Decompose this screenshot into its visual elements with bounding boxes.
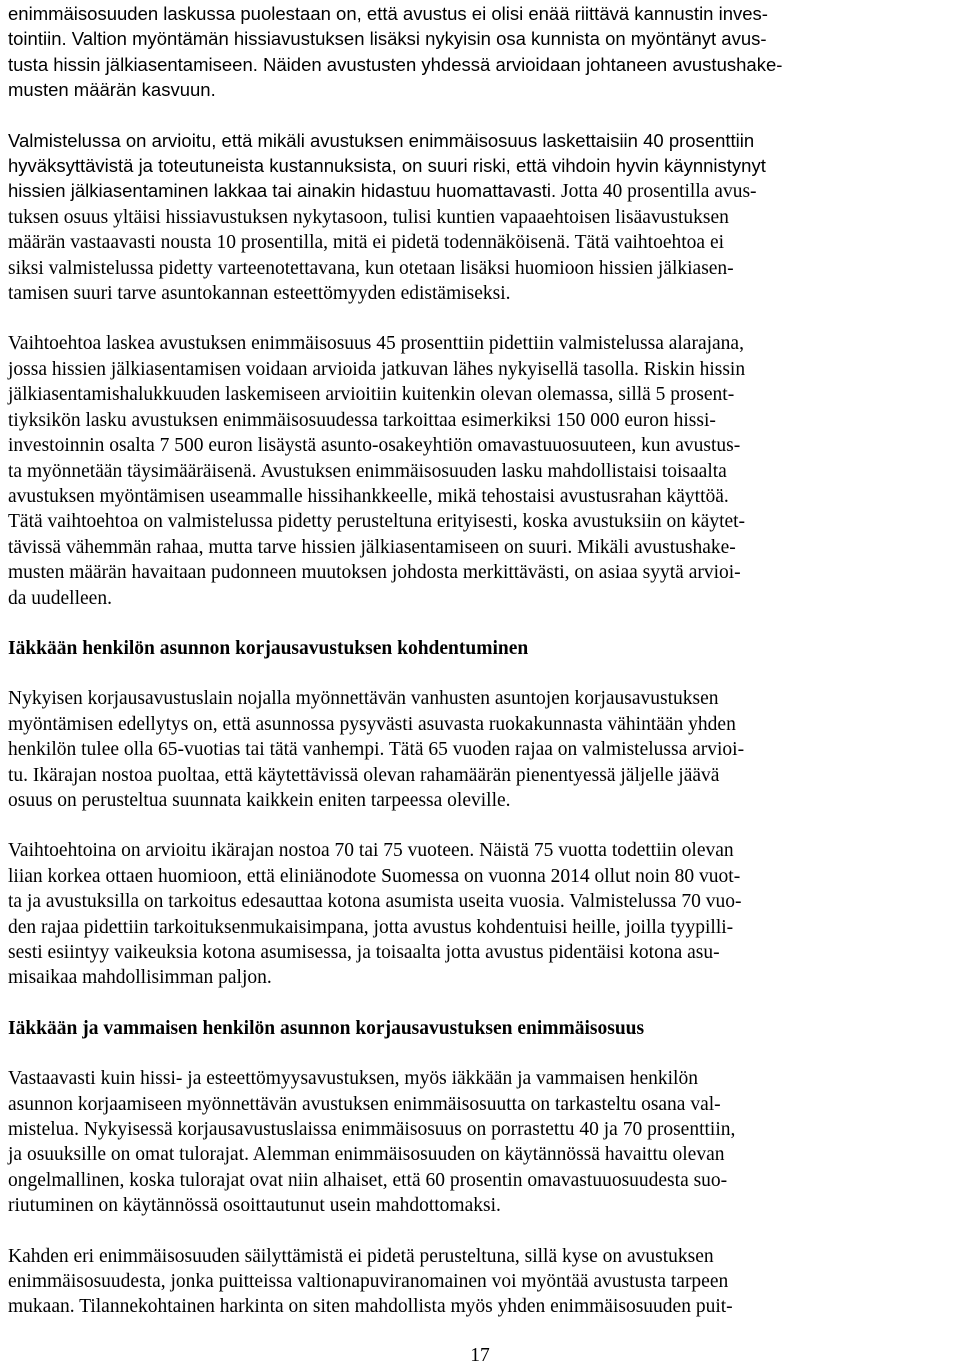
text-line: riutuminen on käytännössä osoittautunut usein mahdottomaksi. [8, 1195, 501, 1217]
paragraph-spacer [8, 611, 952, 636]
text-line: ongelmallinen, koska tulorajat ovat niin alhaiset, että 60 prosentin omavastuuosuudesta suo- [8, 1169, 728, 1191]
text-line: hyväksyttävistä ja toteutuneista kustannuksista, on suuri riski, että vihdoin hyvin käynnistynyt [8, 155, 766, 177]
text-line: jälkiasentamishalukkuuden laskemiseen arvioitiin kuitenkin olevan olemassa, sillä 5 prosent- [8, 384, 735, 406]
text-line: tointiin. Valtion myöntämän hissiavustuksen lisäksi nykyisin osa kunnista on myöntänyt avus- [8, 28, 767, 50]
text-line: sesti esiintyy vaikeuksia kotona asumisessa, ja toisaalta jotta avustus pidentäisi kotona asu- [8, 942, 720, 963]
text-line: tusta hissin jälkiasentamiseen. Näiden avustusten yhdessä arvioidaan johtaneen avustushake- [8, 53, 783, 75]
paragraph-spacer [8, 661, 952, 686]
text-line: musten määrän kasvuun. [8, 79, 216, 101]
text-line: mukaan. Tilannekohtainen harkinta on siten mahdollista myös yhden enimmäisosuuden puit- [8, 1296, 733, 1318]
text-line: tävissä vähemmän rahaa, mutta tarve hissien jälkiasentamiseen on suuri. Mikäli avustushake- [8, 536, 736, 558]
text-line: ja osuuksille on omat tulorajat. Alemman enimmäisosuuden on käytännössä havaittu olevan [8, 1144, 725, 1166]
text-line: tu. Ikärajan nostoa puoltaa, että käytettävissä olevan rahamäärän pienentyessä jäljelle jäävä [8, 764, 720, 786]
text-line: misaikaa mahdollisimman paljon. [8, 967, 272, 989]
section-heading-age-limit: Iäkkään henkilön asunnon korjausavustuksen kohdentuminen [8, 637, 529, 659]
text-line: tiyksikön lasku avustuksen enimmäisosuudessa tarkoittaa esimerkiksi 150 000 euron hissi- [8, 409, 716, 431]
text-line: enimmäisosuuden laskussa puolestaan on, että avustus ei olisi enää riittävä kannustin inves- [8, 3, 768, 24]
text-line: tuksen osuus yltäisi hissiavustuksen nykytasoon, tulisi kuntien vapaaehtoisen lisäavustuksen [8, 206, 729, 228]
paragraph-40-percent [8, 128, 952, 307]
paragraph-spacer [8, 991, 952, 1016]
document-page [8, 0, 952, 1320]
text-line: Vaihtoehtoa laskea avustuksen enimmäisosuus 45 prosenttiin pidettiin valmistelussa alarajana, [8, 333, 744, 355]
text-line-mixed [8, 178, 952, 204]
text-fragment: hissien jälkiasentaminen lakkaa tai ainakin hidastuu huomattavasti. [8, 180, 557, 202]
text-line: ta ja avustuksilla on tarkoitus edesauttaa kotona asumista useita vuosia. Valmistelussa 70 vuo- [8, 891, 742, 913]
text-line: määrän vastaavasti nousta 10 prosentilla, mitä ei pidetä todennäköisenä. Tätä vaihtoehtoa ei [8, 232, 725, 254]
paragraph-spacer [8, 813, 952, 838]
text-line: jossa hissien jälkiasentamisen voidaan arvioida jatkuvan lähes nykyisellä tasolla. Riskin hissin [8, 358, 746, 380]
paragraph-spacer [8, 103, 952, 128]
paragraph-max-share [8, 1066, 952, 1218]
text-line: investoinnin osalta 7 500 euron lisäystä asunto-osakeyhtiön omavastuuosuuteen, kun avustus- [8, 435, 741, 457]
text-line: osuus on perusteltua suunnata kaikkein eniten tarpeessa oleville. [8, 789, 511, 811]
text-line: enimmäisosuudesta, jonka puitteissa valtionapuviranomainen voi myöntää avustusta tarpeen [8, 1271, 729, 1293]
text-line: Vastaavasti kuin hissi- ja esteettömyysavustuksen, myös iäkkään ja vammaisen henkilön [8, 1068, 698, 1090]
text-line: avustuksen myöntämisen useammalle hissihankkeelle, mikä tehostaisi avustusrahan käyttöä. [8, 485, 729, 507]
text-line: liian korkea ottaen huomioon, että eliniänodote Suomessa on vuonna 2014 ollut noin 80 vuot- [8, 865, 741, 887]
page-number: 17 [470, 1345, 490, 1366]
text-line: ta myönnetään täysimääräisenä. Avustuksen enimmäisosuuden lasku mahdollistaisi toisaalta [8, 460, 727, 482]
text-line: musten määrän havaitaan pudonneen muutoksen johdosta merkittävästi, on asiaa syytä arvioi- [8, 562, 741, 584]
text-line: henkilön tulee olla 65-vuotias tai tätä vanhempi. Tätä 65 vuoden rajaa on valmistelussa arvioi- [8, 739, 745, 761]
paragraph-age-65 [8, 686, 952, 813]
text-line: den rajaa pidettiin tarkoituksenmukaisimpana, jotta avustus kohdentuisi heille, joilla tyypilli- [8, 916, 734, 938]
text-line: Tätä vaihtoehtoa on valmistelussa pidetty perusteltuna erityisesti, koska avustuksiin on käytet- [8, 511, 746, 533]
text-line: Kahden eri enimmäisosuuden säilyttämistä ei pidetä perusteltuna, sillä kyse on avustuksen [8, 1245, 714, 1267]
text-line: Valmistelussa on arvioitu, että mikäli avustuksen enimmäisosuus laskettaisiin 40 prosenttiin [8, 129, 755, 151]
text-line: Nykyisen korjausavustuslain nojalla myönnettävän vanhusten asuntojen korjausavustuksen [8, 688, 719, 710]
text-fragment: Jotta 40 prosentilla avus- [556, 181, 757, 203]
text-line: mistelua. Nykyisessä korjausavustuslaissa enimmäisosuus on porrastettu 40 ja 70 prosenttiin, [8, 1119, 736, 1141]
text-line: tamisen suuri tarve asuntokannan esteettömyyden edistämiseksi. [8, 283, 511, 305]
paragraph-45-percent [8, 331, 952, 610]
text-line: siksi valmistelussa pidetty varteenotettavana, kun otetaan lisäksi huomioon hissien jälkiasen- [8, 257, 734, 279]
text-line: da uudelleen. [8, 587, 112, 609]
paragraph-single-share [8, 1244, 952, 1320]
paragraph-age-70-75 [8, 838, 952, 990]
text-line: Vaihtoehtoina on arvioitu ikärajan nostoa 70 tai 75 vuoteen. Näistä 75 vuotta todettiin olevan [8, 840, 734, 862]
paragraph-hissi-intro [8, 1, 952, 103]
section-heading-max-share: Iäkkään ja vammaisen henkilön asunnon korjausavustuksen enimmäisosuus [8, 1017, 645, 1039]
text-line: asunnon korjaamiseen myönnettävän avustuksen enimmäisosuutta on tarkasteltu osana val- [8, 1093, 721, 1115]
paragraph-spacer [8, 306, 952, 331]
text-line: myöntämisen edellytys on, että asunnossa pysyvästi asuvasta ruokakunnasta vähintään yhden [8, 713, 736, 735]
paragraph-spacer [8, 1219, 952, 1244]
paragraph-spacer [8, 1041, 952, 1066]
